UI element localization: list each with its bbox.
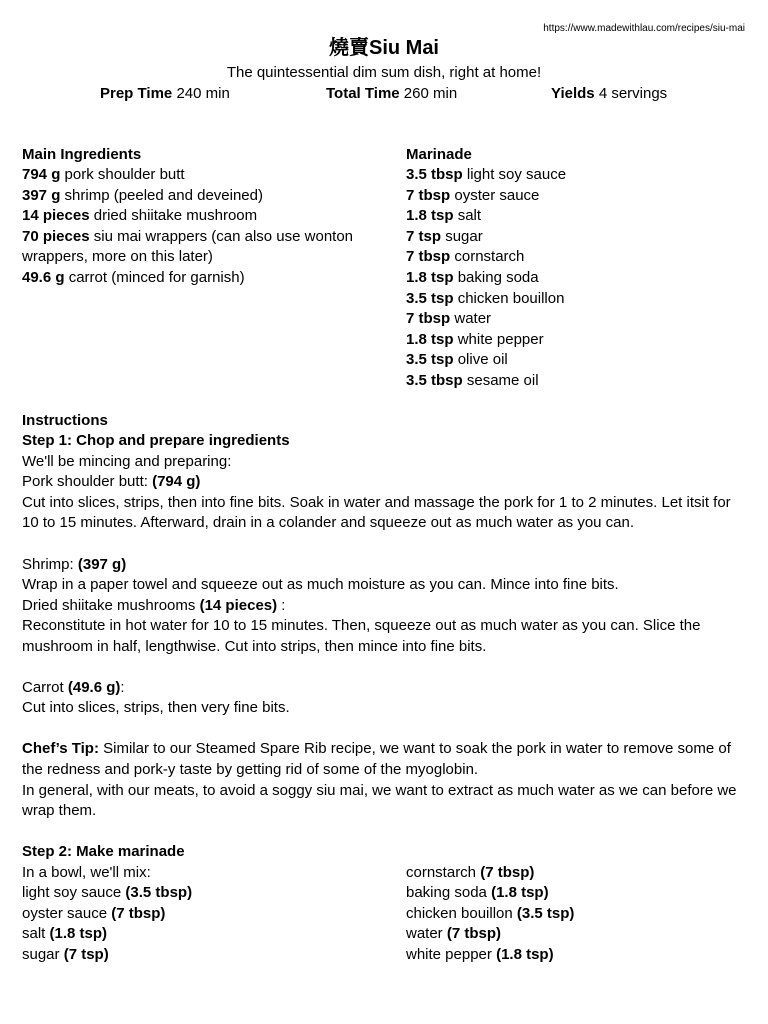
- ingredient-name: carrot (minced for garnish): [68, 268, 245, 286]
- carrot-qty: (49.6 g): [67, 678, 121, 696]
- marinade-name: salt: [457, 207, 482, 225]
- step2-item-qty: (7 tsp): [63, 945, 109, 963]
- marinade-item: [406, 350, 746, 371]
- marinade-heading: Marinade: [406, 145, 472, 163]
- ingredient-qty: 397 g: [22, 186, 61, 204]
- step1-heading: Step 1: Chop and prepare ingredients: [22, 432, 290, 450]
- step2-intro: In a bowl, we'll mix:: [22, 863, 151, 881]
- marinade-name: cornstarch: [454, 248, 525, 266]
- marinade-qty: 3.5 tsp: [406, 289, 454, 307]
- carrot-label: Carrot: [22, 678, 64, 696]
- step2-item-name: salt: [22, 925, 46, 943]
- step2-item-qty: (3.5 tbsp): [125, 884, 193, 902]
- chef-tip-label: Chef’s Tip:: [22, 740, 99, 758]
- instructions-section: [22, 411, 752, 966]
- step2-item: [22, 904, 406, 925]
- step2-item-name: sugar: [22, 945, 60, 963]
- marinade-item: [406, 289, 746, 310]
- chef-tip-line: [22, 739, 752, 760]
- step1-intro: We'll be mincing and preparing:: [22, 452, 232, 470]
- marinade-name: sesame oil: [466, 371, 539, 389]
- meta-total-time: [326, 84, 457, 105]
- ingredient-name: dried shiitake mushroom: [93, 207, 258, 225]
- carrot-heading: [22, 678, 752, 699]
- marinade-item: [406, 371, 746, 392]
- ingredient-item: [22, 227, 384, 268]
- marinade-qty: 7 tbsp: [406, 310, 451, 328]
- marinade-item: [406, 268, 746, 289]
- ingredient-qty: 14 pieces: [22, 207, 90, 225]
- mushroom-qty: (14 pieces): [199, 596, 278, 614]
- step2-item: [22, 924, 406, 945]
- meta-value: 240 min: [176, 85, 230, 102]
- step2-item-name: baking soda: [406, 884, 487, 902]
- marinade-qty: 7 tbsp: [406, 186, 451, 204]
- step2-item-qty: (7 tbsp): [111, 904, 166, 922]
- ingredient-qty: 70 pieces: [22, 227, 90, 245]
- marinade-item: [406, 330, 746, 351]
- ingredient-qty: 49.6 g: [22, 268, 65, 286]
- pork-label: Pork shoulder butt:: [22, 473, 148, 491]
- carrot-suffix: :: [120, 678, 125, 696]
- shrimp-label: Shrimp:: [22, 555, 74, 573]
- ingredient-name: siu mai wrappers (can also use wonton wrappers, more on this later): [22, 227, 354, 266]
- ingredient-item: [22, 206, 384, 227]
- source-url: https://www.madewithlau.com/recipes/siu-mai: [543, 23, 745, 34]
- meta-value: 4 servings: [598, 85, 668, 102]
- meta-value: 260 min: [403, 85, 458, 102]
- pork-text-line: Cut into slices, strips, then into fine bits. Soak in water and massage the pork for 1 to 2 minutes. Let itsit for: [22, 493, 731, 511]
- step2-item-name: cornstarch: [406, 863, 477, 881]
- marinade-name: sugar: [445, 227, 483, 245]
- meta-label: Yields: [551, 85, 595, 102]
- step2-item-qty: (1.8 tsp): [491, 884, 549, 902]
- shrimp-qty: (397 g): [77, 555, 127, 573]
- marinade-item: [406, 206, 746, 227]
- step2-heading: Step 2: Make marinade: [22, 843, 185, 861]
- marinade-item: [406, 186, 746, 207]
- marinade-item: [406, 309, 746, 330]
- mushroom-heading: [22, 596, 752, 617]
- recipe-title: 燒賣Siu Mai: [328, 37, 439, 59]
- marinade-qty: 7 tsp: [406, 227, 442, 245]
- chef-tip-text: Similar to our Steamed Spare Rib recipe, we want to soak the pork in water to remove some of: [103, 740, 731, 758]
- step2-item: [22, 883, 406, 904]
- marinade-qty: 7 tbsp: [406, 248, 451, 266]
- ingredient-name: shrimp (peeled and deveined): [64, 186, 263, 204]
- ingredient-name: pork shoulder butt: [64, 166, 185, 184]
- ingredient-qty: 794 g: [22, 166, 61, 184]
- marinade-qty: 1.8 tsp: [406, 330, 454, 348]
- mushroom-label: Dried shiitake mushrooms: [22, 596, 196, 614]
- marinade-section: [406, 145, 746, 392]
- step2-item: [22, 945, 406, 966]
- step2-item-name: light soy sauce: [22, 884, 122, 902]
- step2-item: [406, 883, 746, 904]
- step2-item-qty: (3.5 tsp): [516, 904, 575, 922]
- mushroom-suffix: :: [281, 596, 286, 614]
- marinade-name: water: [454, 310, 492, 328]
- ingredient-item: [22, 186, 384, 207]
- marinade-qty: 3.5 tsp: [406, 351, 454, 369]
- step2-item-qty: (7 tbsp): [446, 925, 502, 943]
- recipe-subtitle: The quintessential dim sum dish, right at home!: [226, 64, 542, 81]
- marinade-name: light soy sauce: [466, 166, 567, 184]
- step2-item-qty: (1.8 tsp): [496, 945, 554, 963]
- pork-text-line: 10 to 15 minutes. Afterward, drain in a colander and squeeze out as much water as you can.: [22, 514, 635, 532]
- meta-yields: [551, 84, 667, 105]
- step2-item: [406, 945, 746, 966]
- marinade-name: white pepper: [457, 330, 544, 348]
- step2-item-name: oyster sauce: [22, 904, 108, 922]
- mushroom-text-line: Reconstitute in hot water for 10 to 15 minutes. Then, squeeze out as much water as you can. Slice the: [22, 617, 701, 635]
- marinade-name: olive oil: [457, 351, 508, 369]
- meta-label: Total Time: [326, 85, 400, 102]
- marinade-qty: 1.8 tsp: [406, 207, 454, 225]
- step2-item: [406, 863, 746, 884]
- step2-list: [22, 863, 752, 966]
- marinade-name: baking soda: [457, 268, 539, 286]
- step2-item: [406, 904, 746, 925]
- marinade-name: oyster sauce: [454, 186, 540, 204]
- instructions-heading: Instructions: [22, 411, 108, 429]
- marinade-item: [406, 165, 746, 186]
- step2-item: [406, 924, 746, 945]
- chef-tip-line: In general, with our meats, to avoid a soggy siu mai, we want to extract as much water as we can before we: [22, 781, 737, 799]
- ingredient-item: [22, 165, 384, 186]
- meta-prep-time: [100, 84, 230, 105]
- chef-tip-line: wrap them.: [22, 802, 97, 820]
- pork-qty: (794 g): [152, 473, 201, 491]
- marinade-item: [406, 227, 746, 248]
- step2-item-qty: (7 tbsp): [480, 863, 535, 881]
- chef-tip-line: the redness and pork-y taste by getting rid of some of the myoglobin.: [22, 760, 479, 778]
- marinade-qty: 3.5 tbsp: [406, 166, 463, 184]
- shrimp-heading: [22, 555, 752, 576]
- step2-item-name: chicken bouillon: [406, 904, 513, 922]
- pork-heading: [22, 472, 752, 493]
- marinade-qty: 3.5 tbsp: [406, 371, 463, 389]
- marinade-name: chicken bouillon: [457, 289, 565, 307]
- step2-item-name: white pepper: [406, 945, 492, 963]
- step2-item-qty: (1.8 tsp): [49, 925, 108, 943]
- shrimp-text-line: Wrap in a paper towel and squeeze out as much moisture as you can. Mince into fine bits.: [22, 576, 619, 594]
- main-ingredients-section: [22, 145, 384, 289]
- ingredient-item: [22, 268, 384, 289]
- step2-item-name: water: [406, 925, 443, 943]
- mushroom-text-line: mushroom in half, lengthwise. Cut into strips, then mince into fine bits.: [22, 637, 487, 655]
- marinade-item: [406, 247, 746, 268]
- carrot-text-line: Cut into slices, strips, then very fine bits.: [22, 699, 290, 717]
- meta-label: Prep Time: [100, 85, 173, 102]
- marinade-qty: 1.8 tsp: [406, 268, 454, 286]
- main-ingredients-heading: Main Ingredients: [22, 145, 142, 163]
